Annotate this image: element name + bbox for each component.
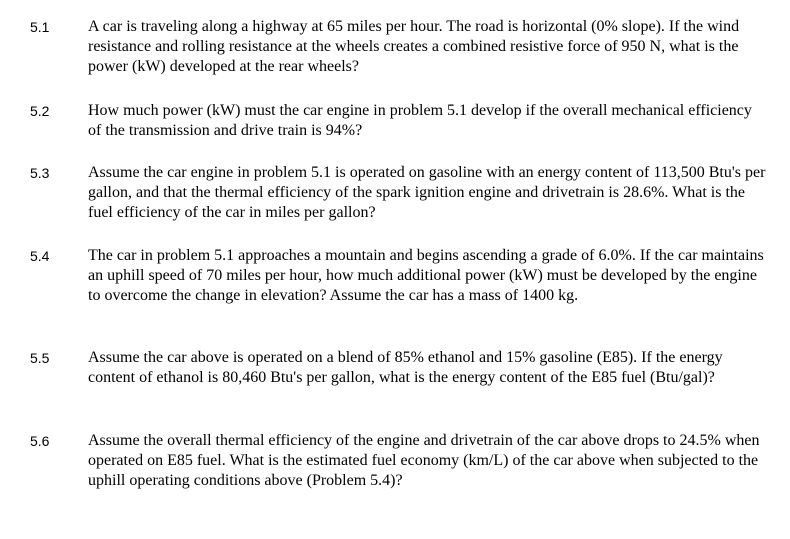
problem-number: 5.4 (30, 248, 50, 264)
problem-text: How much power (kW) must the car engine in problem 5.1 develop if the overall mechanical efficiency of the transmission and drive train is 94%? (88, 102, 752, 139)
problem-number: 5.2 (30, 103, 50, 119)
problem-text: A car is traveling along a highway at 65 miles per hour. The road is horizontal (0% slope). If the wind resistance and rolling resistance at the wheels creates a combined resistive force of 950 N, what is the power (kW) developed at the rear wheels? (88, 18, 740, 75)
problem-text: Assume the car engine in problem 5.1 is operated on gasoline with an energy content of 113,500 Btu's per gallon, and that the thermal efficiency of the spark ignition engine and drivetrain is 28.6%. What is the fuel efficiency of the car in miles per gallon? (88, 164, 766, 221)
problem-number: 5.1 (30, 19, 50, 35)
problem-text: The car in problem 5.1 approaches a mountain and begins ascending a grade of 6.0%. If the car maintains an uphill speed of 70 miles per hour, how much additional power (kW) must be developed by the engine to overcome the change in elevation? Assume the car has a mass of 1400 kg. (88, 247, 764, 304)
problem-text: Assume the overall thermal efficiency of the engine and drivetrain of the car above drops to 24.5% when operated on E85 fuel. What is the estimated fuel economy (km/L) of the car above when subjected to the uphill operating conditions above (Problem 5.4)? (88, 432, 760, 489)
problem-number: 5.5 (30, 350, 50, 366)
problem-text: Assume the car above is operated on a blend of 85% ethanol and 15% gasoline (E85). If the energy content of ethanol is 80,460 Btu's per gallon, what is the energy content of the E85 fuel (Btu/gal)? (88, 349, 723, 386)
problem-number: 5.3 (30, 165, 50, 181)
problem-number: 5.6 (30, 433, 50, 449)
